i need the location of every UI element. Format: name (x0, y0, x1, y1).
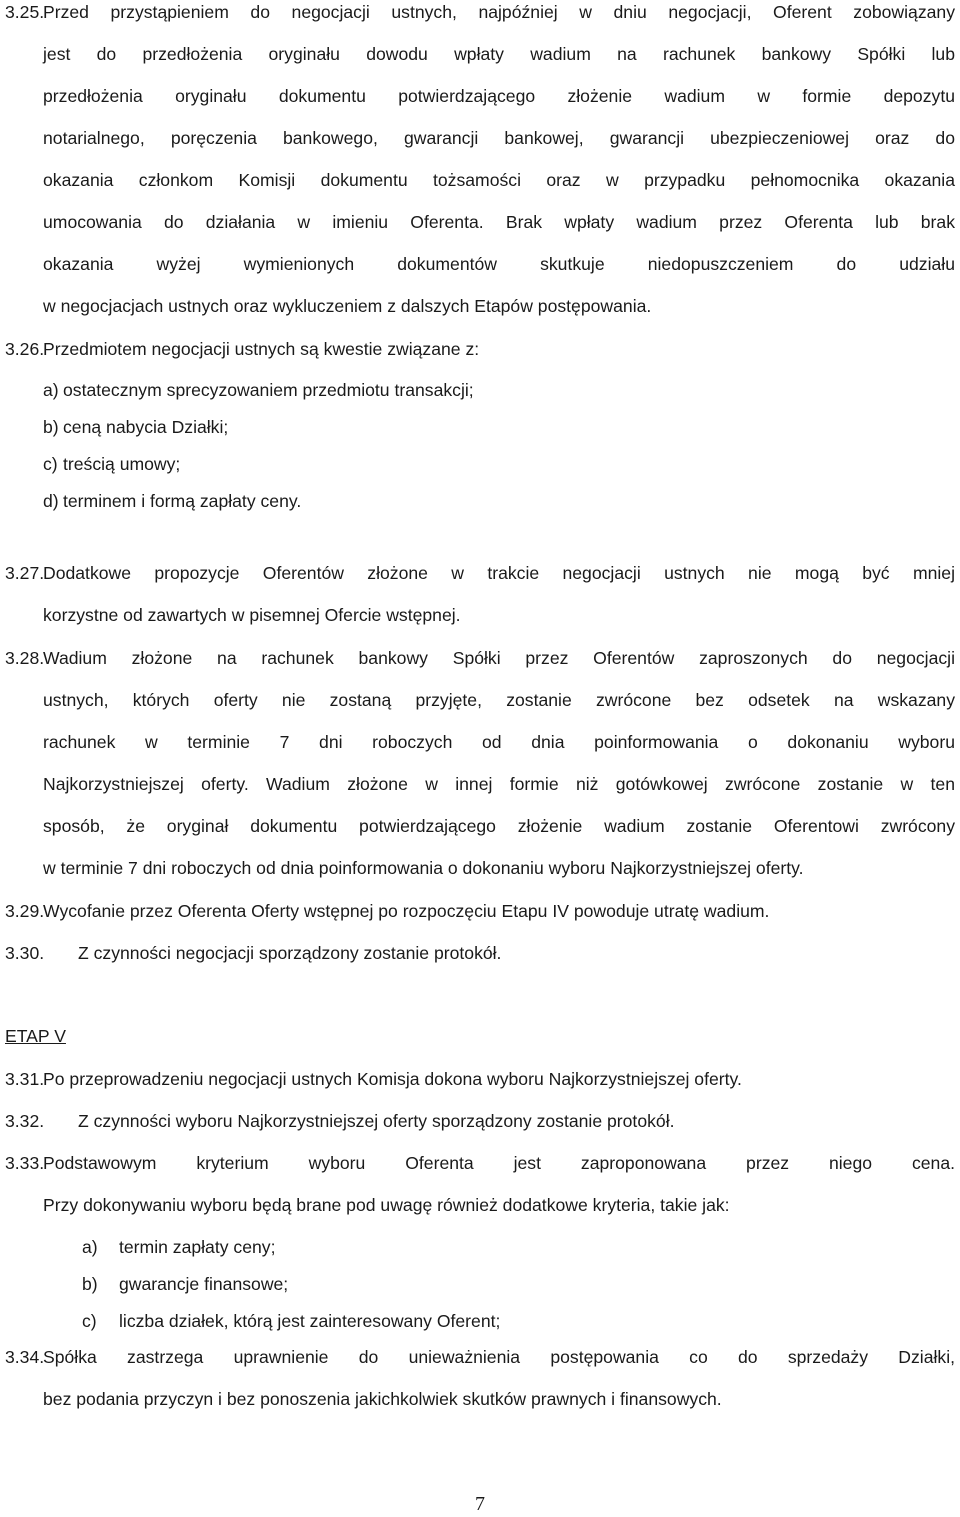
paragraph-number: 3.32. (5, 1111, 45, 1131)
list-letter: b) (43, 417, 59, 437)
paragraph-number: 3.28. (5, 648, 45, 668)
paragraph-line: Spółka zastrzega uprawnienie do unieważnienia postępowania co do sprzedaży Działki, (43, 1347, 955, 1367)
paragraph-line: rachunek w terminie 7 dni roboczych od dnia poinformowania o dokonaniu wyboru (43, 732, 955, 752)
list-item: termin zapłaty ceny; (119, 1237, 276, 1257)
list-item: terminem i formą zapłaty ceny. (63, 491, 302, 511)
list-item: ceną nabycia Działki; (63, 417, 229, 437)
paragraph-line: korzystne od zawartych w pisemnej Ofercie wstępnej. (43, 605, 461, 625)
paragraph-line: Najkorzystniejszej oferty. Wadium złożone w innej formie niż gotówkowej zwrócone zostanie w ten (43, 774, 955, 794)
paragraph-number: 3.27. (5, 563, 45, 583)
paragraph-number: 3.26. (5, 339, 45, 359)
paragraph-line: ustnych, których oferty nie zostaną przyjęte, zostanie zwrócone bez odsetek na wskazany (43, 690, 955, 710)
paragraph-number: 3.25. (5, 2, 45, 22)
paragraph-line: okazania członkom Komisji dokumentu tożsamości oraz w przypadku pełnomocnika okazania (43, 170, 955, 190)
paragraph-line: Przed przystąpieniem do negocjacji ustnych, najpóźniej w dniu negocjacji, Oferent zobowiązany (43, 2, 955, 22)
paragraph-line: Wadium złożone na rachunek bankowy Spółki przez Oferentów zaproszonych do negocjacji (43, 648, 955, 668)
paragraph-line: w negocjacjach ustnych oraz wykluczeniem z dalszych Etapów postępowania. (43, 296, 652, 316)
paragraph-line: bez podania przyczyn i bez ponoszenia jakichkolwiek skutków prawnych i finansowych. (43, 1389, 722, 1409)
list-letter: c) (43, 454, 58, 474)
paragraph-line: Z czynności negocjacji sporządzony zostanie protokół. (78, 943, 502, 963)
list-letter: a) (43, 380, 59, 400)
paragraph-number: 3.34. (5, 1347, 45, 1367)
page-number: 7 (475, 1493, 485, 1515)
paragraph-line: przedłożenia oryginału dokumentu potwierdzającego złożenie wadium w formie depozytu (43, 86, 955, 106)
list-item: gwarancje finansowe; (119, 1274, 289, 1294)
list-item: treścią umowy; (63, 454, 181, 474)
list-letter: a) (82, 1237, 98, 1257)
paragraph-line: Z czynności wyboru Najkorzystniejszej oferty sporządzony zostanie protokół. (78, 1111, 675, 1131)
paragraph-line: jest do przedłożenia oryginału dowodu wpłaty wadium na rachunek bankowy Spółki lub (43, 44, 955, 64)
list-letter: b) (82, 1274, 98, 1294)
list-item: ostatecznym sprecyzowaniem przedmiotu transakcji; (63, 380, 474, 400)
section-heading: ETAP V (5, 1026, 66, 1046)
paragraph-line: Wycofanie przez Oferenta Oferty wstępnej po rozpoczęciu Etapu IV powoduje utratę wadium. (43, 901, 770, 921)
list-item: liczba działek, którą jest zainteresowany Oferent; (119, 1311, 501, 1331)
paragraph-number: 3.33. (5, 1153, 45, 1173)
paragraph-line: Przedmiotem negocjacji ustnych są kwestie związane z: (43, 339, 480, 359)
paragraph-line: okazania wyżej wymienionych dokumentów skutkuje niedopuszczeniem do udziału (43, 254, 955, 274)
paragraph-number: 3.31. (5, 1069, 45, 1089)
paragraph-line: umocowania do działania w imieniu Oferenta. Brak wpłaty wadium przez Oferenta lub brak (43, 212, 955, 232)
paragraph-line: notarialnego, poręczenia bankowego, gwarancji bankowej, gwarancji ubezpieczeniowej oraz do (43, 128, 955, 148)
paragraph-line: Przy dokonywaniu wyboru będą brane pod uwagę również dodatkowe kryteria, takie jak: (43, 1195, 730, 1215)
paragraph-line: Dodatkowe propozycje Oferentów złożone w trakcie negocjacji ustnych nie mogą być mniej (43, 563, 955, 583)
paragraph-line: Po przeprowadzeniu negocjacji ustnych Komisja dokona wyboru Najkorzystniejszej oferty. (43, 1069, 742, 1089)
list-letter: d) (43, 491, 59, 511)
list-letter: c) (82, 1311, 97, 1331)
paragraph-line: w terminie 7 dni roboczych od dnia poinformowania o dokonaniu wyboru Najkorzystniejszej oferty. (43, 858, 804, 878)
paragraph-line: Podstawowym kryterium wyboru Oferenta jest zaproponowana przez niego cena. (43, 1153, 955, 1173)
paragraph-number: 3.29. (5, 901, 45, 921)
paragraph-line: sposób, że oryginał dokumentu potwierdzającego złożenie wadium zostanie Oferentowi zwrócony (43, 816, 955, 836)
paragraph-number: 3.30. (5, 943, 45, 963)
